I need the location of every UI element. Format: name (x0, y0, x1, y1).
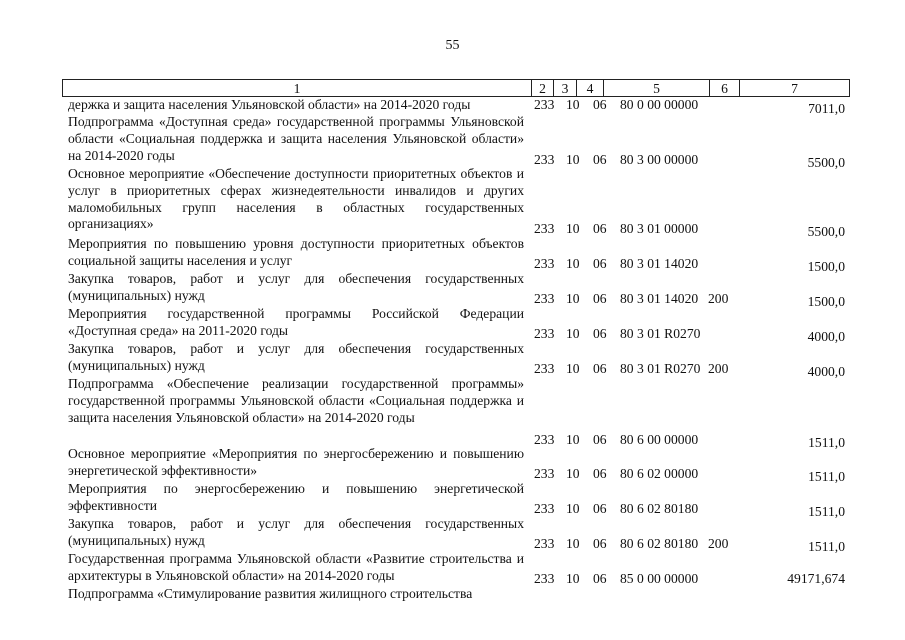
row-description: Закупка товаров, работ и услуг для обеспечения государственных (муниципальных) нужд (68, 271, 524, 303)
row-code-section: 10 (566, 571, 580, 586)
row-amount: 49171,674 (787, 571, 845, 586)
row-code-ministry: 233 (534, 501, 555, 516)
row-description: Мероприятия по повышению уровня доступности приоритетных объектов социальной защиты населения и услуг (68, 236, 524, 268)
header-col-7: 7 (739, 80, 849, 96)
row-code-target: 80 0 00 00000 (620, 97, 699, 112)
row-description: Закупка товаров, работ и услуг для обеспечения государственных (муниципальных) нужд (68, 516, 524, 548)
row-code-section: 10 (566, 221, 580, 236)
row-code-subsection: 06 (593, 152, 607, 167)
header-col-5: 5 (603, 80, 709, 96)
row-code-section: 10 (566, 256, 580, 271)
row-code-target: 80 3 01 R0270 (620, 361, 701, 376)
row-code-section: 10 (566, 361, 580, 376)
row-amount: 4000,0 (807, 329, 845, 344)
row-amount: 5500,0 (807, 155, 845, 170)
page-number: 55 (445, 38, 460, 53)
row-code-target: 80 3 01 14020 (620, 291, 699, 306)
row-description: Государственная программа Ульяновской области «Развитие строительства и архитектуры в Ульяновской области» на 2014-2020 годы (68, 551, 524, 583)
row-description: Подпрограмма «Доступная среда» государственной программы Ульяновской области «Социальная поддержка и защита населения Ульяновской области» на 2014-2020 годы (68, 114, 524, 163)
row-amount: 1511,0 (808, 504, 845, 519)
row-code-subsection: 06 (593, 291, 607, 306)
row-description: Мероприятия по энергосбережению и повышению энергетической эффективности (68, 481, 524, 513)
row-description: Закупка товаров, работ и услуг для обеспечения государственных (муниципальных) нужд (68, 341, 524, 373)
row-code-ministry: 233 (534, 97, 555, 112)
row-amount: 1500,0 (807, 294, 845, 309)
row-code-section: 10 (566, 536, 580, 551)
row-code-expense-type: 200 (708, 291, 729, 306)
row-code-ministry: 233 (534, 221, 555, 236)
row-code-ministry: 233 (534, 291, 555, 306)
row-code-target: 80 6 02 80180 (620, 536, 699, 551)
row-code-section: 10 (566, 152, 580, 167)
row-code-ministry: 233 (534, 326, 555, 341)
row-amount: 1511,0 (808, 539, 845, 554)
row-amount: 1500,0 (807, 259, 845, 274)
row-code-section: 10 (566, 326, 580, 341)
row-amount: 1511,0 (808, 469, 845, 484)
row-code-target: 85 0 00 00000 (620, 571, 699, 586)
row-code-subsection: 06 (593, 97, 607, 112)
row-code-subsection: 06 (593, 432, 607, 447)
row-description: Мероприятия государственной программы Российской Федерации «Доступная среда» на 2011-2020 годы (68, 306, 524, 338)
row-code-target: 80 6 02 80180 (620, 501, 699, 516)
row-amount: 4000,0 (807, 364, 845, 379)
row-code-section: 10 (566, 291, 580, 306)
row-code-subsection: 06 (593, 256, 607, 271)
row-code-section: 10 (566, 97, 580, 112)
row-code-subsection: 06 (593, 326, 607, 341)
row-description: Основное мероприятие «Мероприятия по энергосбережению и повышению энергетической эффективности» (68, 446, 524, 478)
row-code-target: 80 3 01 00000 (620, 221, 699, 236)
row-code-ministry: 233 (534, 152, 555, 167)
row-code-subsection: 06 (593, 361, 607, 376)
row-code-ministry: 233 (534, 466, 555, 481)
row-description: Подпрограмма «Стимулирование развития жилищного строительства (68, 586, 473, 601)
row-amount: 5500,0 (807, 224, 845, 239)
row-code-subsection: 06 (593, 536, 607, 551)
row-code-target: 80 3 01 R0270 (620, 326, 701, 341)
row-code-target: 80 3 00 00000 (620, 152, 699, 167)
row-code-target: 80 3 01 14020 (620, 256, 699, 271)
table-header (62, 79, 850, 97)
row-code-ministry: 233 (534, 536, 555, 551)
row-description: Подпрограмма «Обеспечение реализации государственной программы» государственной программы Ульяновской области «Социальная поддержка и защита населения Ульяновской области» на 2014-2020 годы (68, 376, 524, 425)
header-col-3: 3 (553, 80, 576, 96)
row-amount: 7011,0 (808, 101, 845, 116)
row-code-expense-type: 200 (708, 536, 729, 551)
row-code-subsection: 06 (593, 221, 607, 236)
row-code-ministry: 233 (534, 361, 555, 376)
row-code-ministry: 233 (534, 432, 555, 447)
header-col-1: 1 (293, 81, 301, 96)
header-col-2: 2 (531, 80, 553, 96)
row-code-subsection: 06 (593, 501, 607, 516)
row-code-subsection: 06 (593, 466, 607, 481)
row-code-section: 10 (566, 432, 580, 447)
header-col-4: 4 (576, 80, 603, 96)
row-description: Основное мероприятие «Обеспечение доступности приоритетных объектов и услуг в приоритетных сферах жизнедеятельности инвалидов и других маломобильных групп населения в областных государственных организациях» (68, 166, 524, 232)
row-code-target: 80 6 02 00000 (620, 466, 699, 481)
row-amount: 1511,0 (808, 435, 845, 450)
row-code-ministry: 233 (534, 256, 555, 271)
row-code-subsection: 06 (593, 571, 607, 586)
row-description: держка и защита населения Ульяновской области» на 2014-2020 годы (68, 97, 471, 112)
row-code-section: 10 (566, 501, 580, 516)
row-code-ministry: 233 (534, 571, 555, 586)
row-code-expense-type: 200 (708, 361, 729, 376)
header-col-6: 6 (709, 80, 739, 96)
row-code-target: 80 6 00 00000 (620, 432, 699, 447)
row-code-section: 10 (566, 466, 580, 481)
